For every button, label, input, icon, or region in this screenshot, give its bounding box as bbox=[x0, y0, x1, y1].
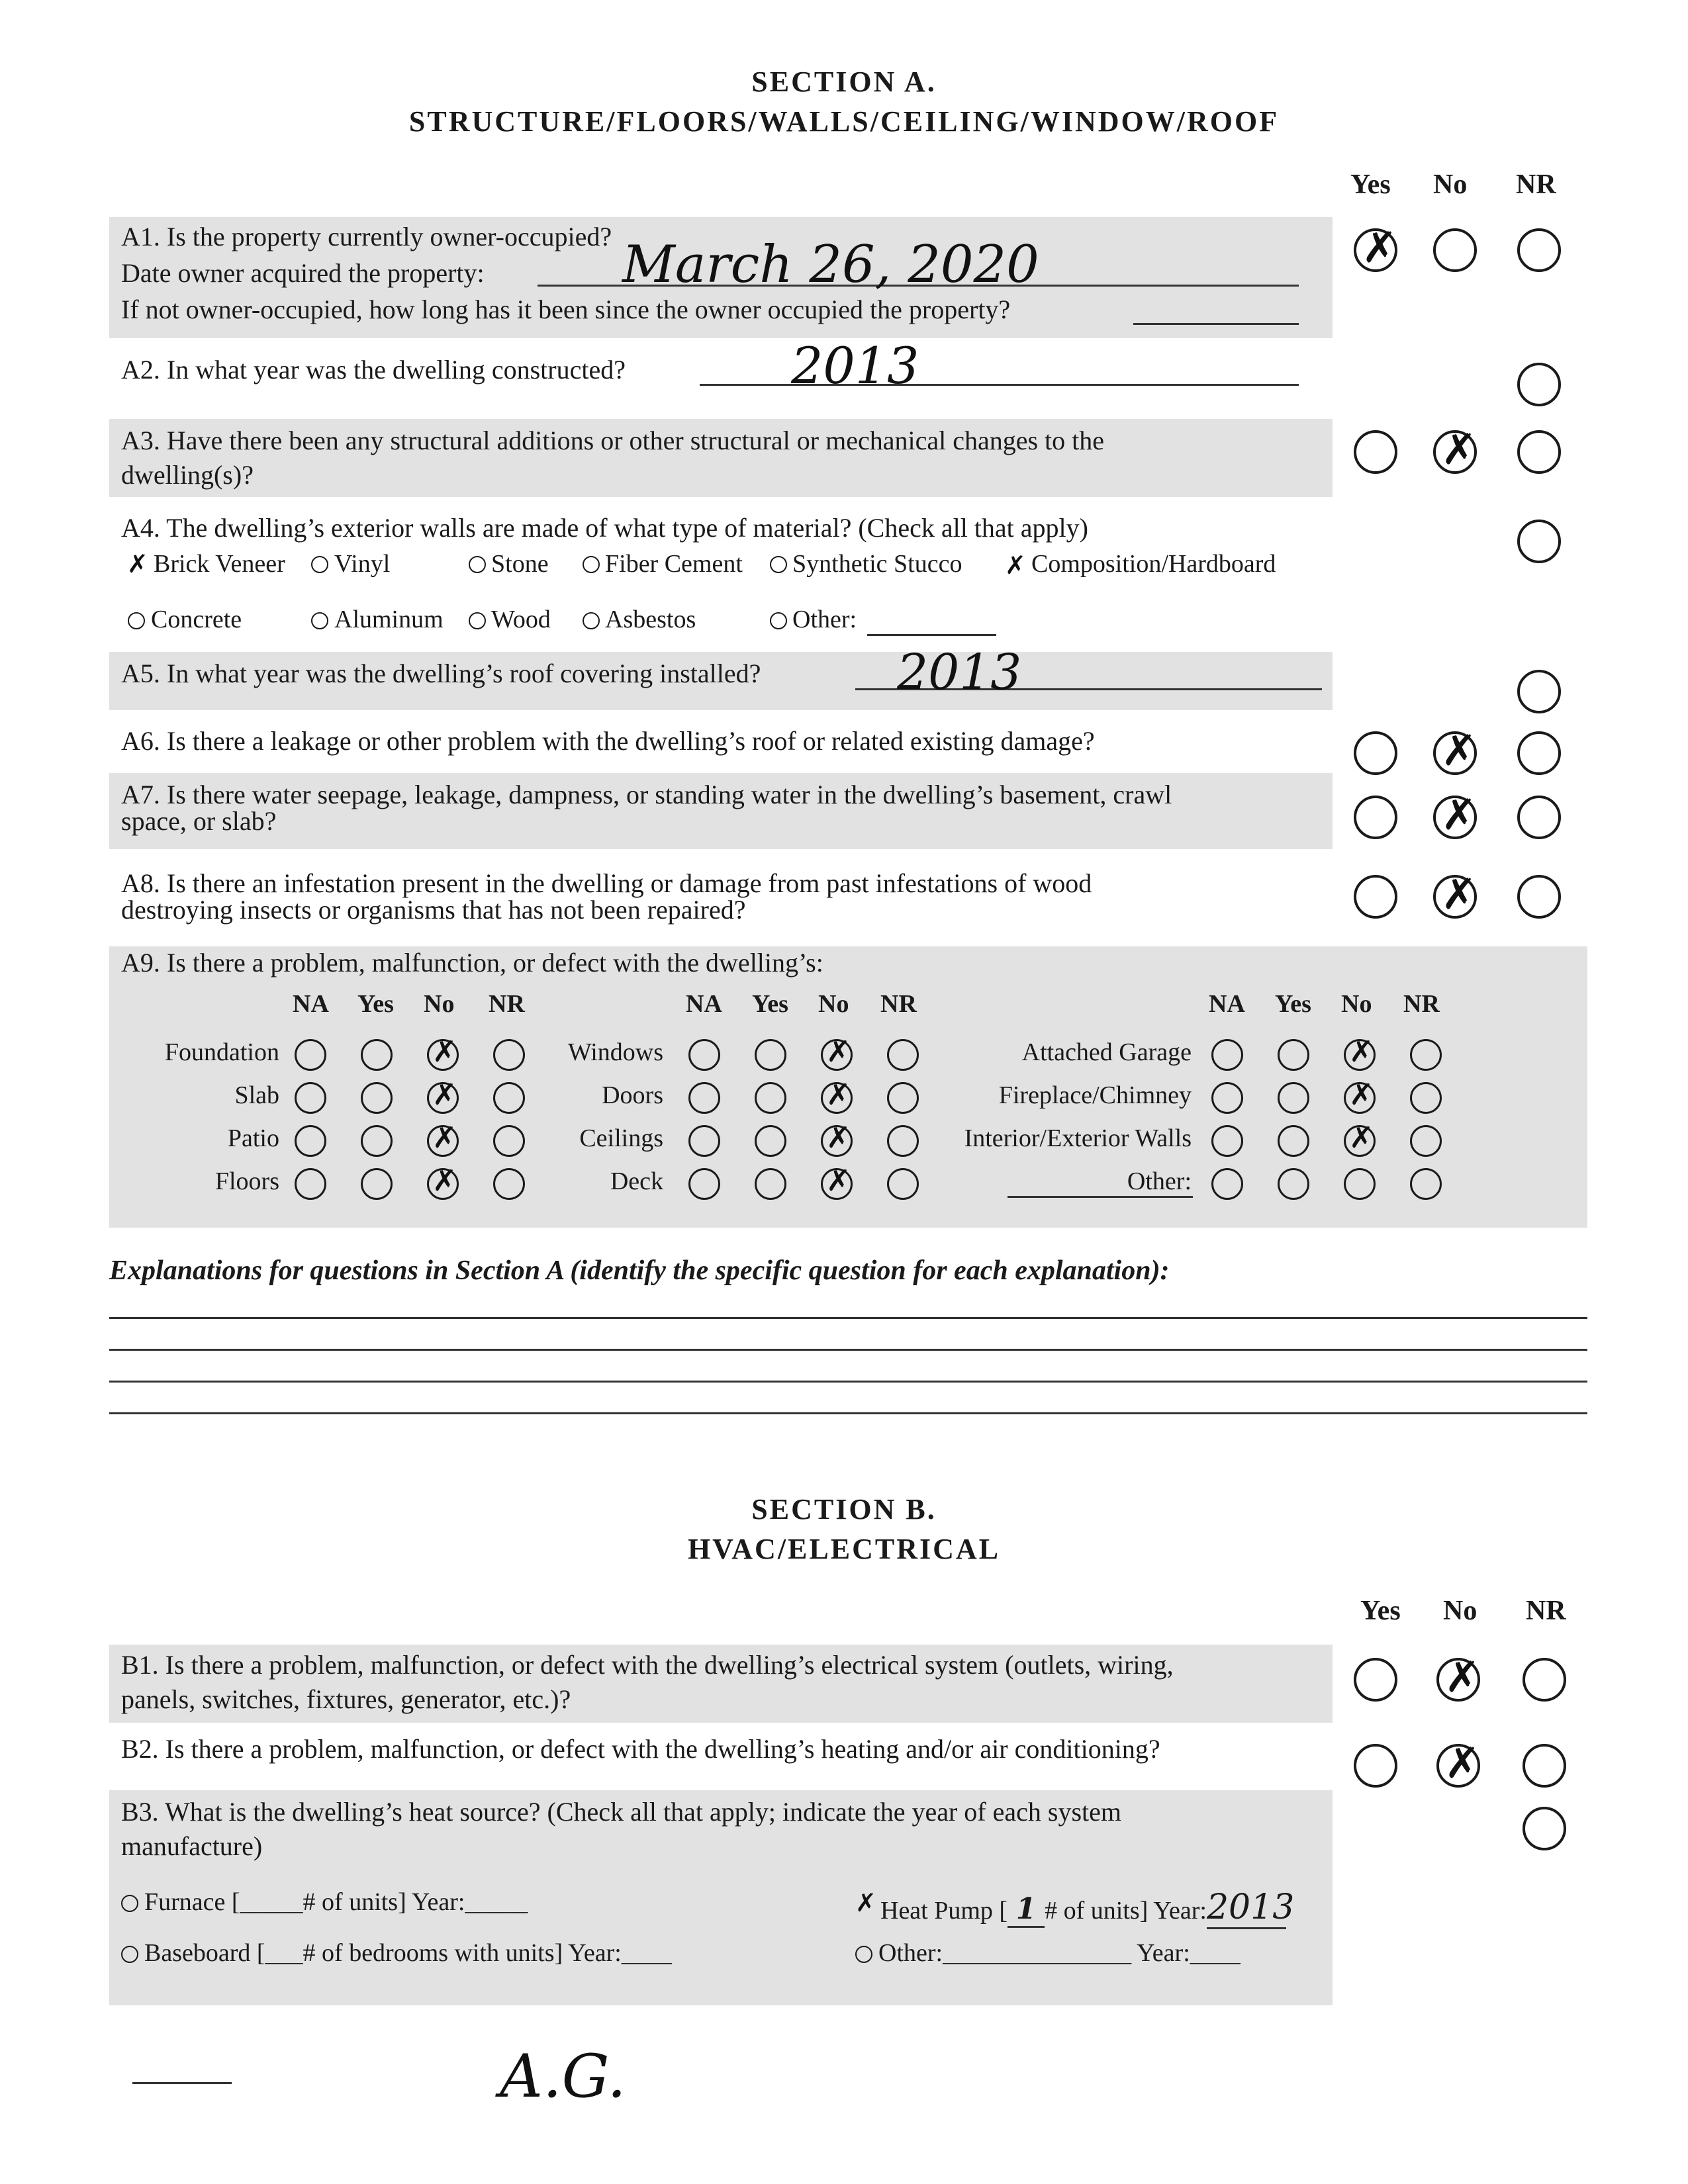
a4-stucco-radio[interactable] bbox=[770, 556, 787, 573]
b2-yes-radio[interactable] bbox=[1354, 1744, 1397, 1788]
a9-label-ceilings: Ceilings bbox=[579, 1124, 663, 1152]
a9-radio-nr[interactable] bbox=[887, 1168, 919, 1200]
section-b-subtitle: HVAC/ELECTRICAL bbox=[687, 1533, 1001, 1565]
a3-question-cont: dwelling(s)? bbox=[121, 460, 254, 490]
b1-yes-radio[interactable] bbox=[1354, 1658, 1397, 1702]
a4-opt-aluminum[interactable]: Aluminum bbox=[334, 606, 444, 633]
col-no: No bbox=[1433, 169, 1468, 200]
explanation-line-1[interactable] bbox=[109, 1287, 1587, 1319]
a9-check-mark: ✗ bbox=[826, 1164, 851, 1198]
a3-yes-radio[interactable] bbox=[1354, 430, 1397, 474]
b1-question-cont: panels, switches, fixtures, generator, etc.)? bbox=[121, 1684, 571, 1714]
a6-no-check: ✗ bbox=[1441, 727, 1477, 776]
b1-question: B1. Is there a problem, malfunction, or defect with the dwelling’s electrical system (outlets, wiring, bbox=[121, 1650, 1174, 1680]
a1-no-radio[interactable] bbox=[1433, 228, 1477, 272]
explanations-label: Explanations for questions in Section A (identify the specific question for each explanation): bbox=[109, 1255, 1170, 1286]
a9-radio-na[interactable] bbox=[295, 1168, 326, 1200]
a5-year-handwriting[interactable]: 2013 bbox=[897, 644, 1022, 701]
a6-yes-radio[interactable] bbox=[1354, 731, 1397, 775]
a8-question-cont: destroying insects or organisms that has not been repaired? bbox=[121, 895, 746, 925]
b3-heatpump-year[interactable]: 2013 bbox=[1207, 1888, 1286, 1929]
b3-other[interactable]: Other:_______________ Year:____ bbox=[878, 1939, 1241, 1967]
a9-radio-na[interactable] bbox=[688, 1125, 720, 1157]
a9-radio-nr[interactable] bbox=[493, 1039, 525, 1071]
a5-question: A5. In what year was the dwelling’s roof covering installed? bbox=[121, 659, 761, 688]
a1-nr-radio[interactable] bbox=[1517, 228, 1561, 272]
b3-heatpump-units[interactable]: 1 bbox=[1008, 1892, 1045, 1928]
explanation-line-3[interactable] bbox=[109, 1351, 1587, 1383]
a4-nr-radio[interactable] bbox=[1517, 520, 1561, 563]
a9-label-floors: Floors bbox=[214, 1167, 279, 1195]
a9-radio-yes[interactable] bbox=[361, 1125, 393, 1157]
a9-radio-nr[interactable] bbox=[1410, 1125, 1442, 1157]
a9-radio-na[interactable] bbox=[295, 1082, 326, 1114]
a6-nr-radio[interactable] bbox=[1517, 731, 1561, 775]
a9-radio-yes[interactable] bbox=[1278, 1125, 1309, 1157]
a9-head-nr: NR bbox=[489, 990, 525, 1018]
a9-radio-yes[interactable] bbox=[361, 1039, 393, 1071]
a9-head-nr: NR bbox=[880, 990, 917, 1018]
a9-radio-yes[interactable] bbox=[1278, 1039, 1309, 1071]
a9-check-mark: ✗ bbox=[826, 1121, 851, 1155]
a9-head-na: NA bbox=[293, 990, 329, 1018]
a9-radio-yes[interactable] bbox=[755, 1082, 786, 1114]
b3-heatpump[interactable] bbox=[880, 1888, 1295, 1929]
a9-check-mark: ✗ bbox=[432, 1078, 457, 1112]
b-col-no: No bbox=[1443, 1596, 1477, 1626]
section-a-title: SECTION A. bbox=[751, 66, 937, 98]
a7-question: A7. Is there water seepage, leakage, dampness, or standing water in the dwelling’s basement, crawl bbox=[121, 780, 1172, 809]
a9-check-mark: ✗ bbox=[826, 1035, 851, 1069]
a9-head-nr: NR bbox=[1403, 990, 1440, 1018]
a9-radio-yes[interactable] bbox=[755, 1125, 786, 1157]
a4-opt-fiber[interactable]: Fiber Cement bbox=[605, 550, 743, 578]
a1-question: A1. Is the property currently owner-occupied? bbox=[121, 222, 612, 251]
a9-radio-na[interactable] bbox=[1211, 1082, 1243, 1114]
a9-head-yes: Yes bbox=[1275, 990, 1311, 1018]
a9-head-yes: Yes bbox=[752, 990, 788, 1018]
a4-question: A4. The dwelling’s exterior walls are made of what type of material? (Check all that apply) bbox=[121, 513, 1088, 543]
a3-no-check: ✗ bbox=[1441, 426, 1477, 475]
a9-label-windows: Windows bbox=[567, 1038, 663, 1066]
a9-question: A9. Is there a problem, malfunction, or defect with the dwelling’s: bbox=[121, 948, 823, 978]
a9-radio-no[interactable] bbox=[1344, 1168, 1376, 1200]
b3-heatpump-label: Heat Pump [ bbox=[880, 1897, 1008, 1925]
b1-nr-radio[interactable] bbox=[1523, 1658, 1566, 1702]
a7-nr-radio[interactable] bbox=[1517, 796, 1561, 839]
a9-radio-nr[interactable] bbox=[1410, 1039, 1442, 1071]
a9-radio-na[interactable] bbox=[295, 1039, 326, 1071]
a4-opt-concrete[interactable]: Concrete bbox=[151, 606, 242, 633]
a9-label-foundation: Foundation bbox=[164, 1038, 279, 1066]
a9-radio-yes[interactable] bbox=[361, 1082, 393, 1114]
a9-head-na: NA bbox=[686, 990, 722, 1018]
b2-no-check: ✗ bbox=[1444, 1739, 1480, 1788]
a9-check-mark: ✗ bbox=[1349, 1035, 1374, 1069]
a9-radio-nr[interactable] bbox=[887, 1039, 919, 1071]
a9-radio-yes[interactable] bbox=[755, 1168, 786, 1200]
b2-question: B2. Is there a problem, malfunction, or defect with the dwelling’s heating and/or air conditioning? bbox=[121, 1734, 1160, 1764]
a4-opt-stucco[interactable]: Synthetic Stucco bbox=[792, 550, 962, 578]
a9-label-interior-exterior-walls: Interior/Exterior Walls bbox=[964, 1124, 1192, 1152]
a7-yes-radio[interactable] bbox=[1354, 796, 1397, 839]
a4-other-line bbox=[867, 608, 996, 636]
col-nr: NR bbox=[1516, 169, 1556, 200]
b1-no-check: ✗ bbox=[1444, 1653, 1480, 1702]
b3-furnace[interactable]: Furnace [_____# of units] Year:_____ bbox=[144, 1888, 528, 1916]
a8-question: A8. Is there an infestation present in the dwelling or damage from past infestations of wood bbox=[121, 868, 1092, 898]
buyer-initials-line[interactable] bbox=[132, 2078, 232, 2084]
a4-wood-radio[interactable] bbox=[469, 612, 486, 629]
a9-radio-na[interactable] bbox=[295, 1125, 326, 1157]
b-col-nr: NR bbox=[1526, 1596, 1566, 1626]
a9-label-fireplace-chimney: Fireplace/Chimney bbox=[998, 1081, 1192, 1109]
b3-question-cont: manufacture) bbox=[121, 1831, 263, 1861]
a2-year-line bbox=[700, 351, 1299, 386]
a9-head-no: No bbox=[1341, 990, 1372, 1018]
a9-radio-na[interactable] bbox=[1211, 1168, 1243, 1200]
a9-head-no: No bbox=[424, 990, 455, 1018]
explanation-line-2[interactable] bbox=[109, 1319, 1587, 1351]
a4-concrete-radio[interactable] bbox=[128, 612, 145, 629]
a9-label-deck: Deck bbox=[610, 1167, 663, 1195]
a4-asbestos-radio[interactable] bbox=[583, 612, 600, 629]
a9-head-yes: Yes bbox=[357, 990, 394, 1018]
a3-question: A3. Have there been any structural additions or other structural or mechanical changes to the bbox=[121, 426, 1104, 455]
a1-date-label: Date owner acquired the property: bbox=[121, 258, 485, 288]
a9-check-mark: ✗ bbox=[432, 1121, 457, 1155]
a1-yes-check: ✗ bbox=[1362, 224, 1397, 273]
a4-opt-brick[interactable]: Brick Veneer bbox=[154, 550, 285, 578]
a4-composition-check: ✗ bbox=[1005, 551, 1026, 580]
a9-label-other: Other: bbox=[1127, 1167, 1192, 1195]
a9-check-mark: ✗ bbox=[826, 1078, 851, 1112]
a1-not-owner: If not owner-occupied, how long has it been since the owner occupied the property? bbox=[121, 295, 1011, 324]
a9-radio-nr[interactable] bbox=[1410, 1168, 1442, 1200]
a4-opt-stone[interactable]: Stone bbox=[491, 550, 549, 578]
a1-date-handwriting[interactable]: March 26, 2020 bbox=[622, 235, 1039, 295]
a7-question-cont: space, or slab? bbox=[121, 806, 277, 836]
a9-radio-nr[interactable] bbox=[493, 1125, 525, 1157]
col-yes: Yes bbox=[1350, 169, 1391, 200]
a8-yes-radio[interactable] bbox=[1354, 875, 1397, 919]
a9-radio-na[interactable] bbox=[688, 1168, 720, 1200]
a5-nr-radio[interactable] bbox=[1517, 670, 1561, 713]
a9-check-mark: ✗ bbox=[1349, 1121, 1374, 1155]
a9-radio-na[interactable] bbox=[1211, 1125, 1243, 1157]
a4-aluminum-radio[interactable] bbox=[311, 612, 328, 629]
a9-radio-yes[interactable] bbox=[361, 1168, 393, 1200]
a8-nr-radio[interactable] bbox=[1517, 875, 1561, 919]
a3-nr-radio[interactable] bbox=[1517, 430, 1561, 474]
a4-fiber-radio[interactable] bbox=[583, 556, 600, 573]
a4-stone-radio[interactable] bbox=[469, 556, 486, 573]
a9-label-patio: Patio bbox=[227, 1124, 279, 1152]
a4-brick-check: ✗ bbox=[127, 549, 148, 578]
a4-opt-wood[interactable]: Wood bbox=[491, 606, 551, 633]
a9-radio-na[interactable] bbox=[688, 1039, 720, 1071]
explanation-line-4[interactable] bbox=[109, 1383, 1587, 1414]
b3-nr-radio[interactable] bbox=[1523, 1807, 1566, 1850]
a2-nr-radio[interactable] bbox=[1517, 363, 1561, 406]
a1-howlong-line bbox=[1133, 295, 1299, 325]
a2-question: A2. In what year was the dwelling constructed? bbox=[121, 355, 626, 385]
a9-check-mark: ✗ bbox=[432, 1164, 457, 1198]
a9-check-mark: ✗ bbox=[432, 1035, 457, 1069]
a8-no-check: ✗ bbox=[1441, 870, 1477, 919]
a9-label-attached-garage: Attached Garage bbox=[1021, 1038, 1192, 1066]
a6-question: A6. Is there a leakage or other problem with the dwelling’s roof or related existing damage? bbox=[121, 726, 1095, 756]
a9-other-line[interactable] bbox=[1008, 1167, 1193, 1198]
a7-no-check: ✗ bbox=[1441, 791, 1477, 840]
b3-heatpump-check: ✗ bbox=[855, 1888, 876, 1917]
a9-head-na: NA bbox=[1209, 990, 1245, 1018]
a9-radio-nr[interactable] bbox=[493, 1082, 525, 1114]
a4-opt-asbestos[interactable]: Asbestos bbox=[605, 606, 696, 633]
a9-radio-na[interactable] bbox=[1211, 1039, 1243, 1071]
a4-opt-vinyl[interactable]: Vinyl bbox=[334, 550, 391, 578]
a4-opt-composition[interactable]: Composition/Hardboard bbox=[1031, 550, 1276, 578]
a9-radio-nr[interactable] bbox=[887, 1125, 919, 1157]
a9-radio-yes[interactable] bbox=[755, 1039, 786, 1071]
a9-label-slab: Slab bbox=[234, 1081, 279, 1109]
a9-radio-na[interactable] bbox=[688, 1082, 720, 1114]
b3-question: B3. What is the dwelling’s heat source? (Check all that apply; indicate the year of each system bbox=[121, 1797, 1121, 1827]
b3-other-radio[interactable] bbox=[855, 1946, 872, 1963]
b3-baseboard[interactable]: Baseboard [___# of bedrooms with units] Year:____ bbox=[144, 1939, 672, 1967]
a4-vinyl-radio[interactable] bbox=[311, 556, 328, 573]
seller-initials-handwriting[interactable]: A.G. bbox=[500, 2042, 626, 2111]
a9-radio-yes[interactable] bbox=[1278, 1082, 1309, 1114]
a4-opt-other[interactable]: Other: bbox=[792, 606, 857, 633]
a9-radio-nr[interactable] bbox=[1410, 1082, 1442, 1114]
a9-radio-nr[interactable] bbox=[887, 1082, 919, 1114]
a9-label-doors: Doors bbox=[602, 1081, 663, 1109]
b2-nr-radio[interactable] bbox=[1523, 1744, 1566, 1788]
section-a-subtitle: STRUCTURE/FLOORS/WALLS/CEILING/WINDOW/ROOF bbox=[408, 105, 1280, 138]
section-b-title: SECTION B. bbox=[751, 1493, 937, 1525]
b3-heatpump-units-label: # of units] Year: bbox=[1045, 1897, 1207, 1925]
b3-baseboard-radio[interactable] bbox=[121, 1946, 138, 1963]
a9-head-no: No bbox=[818, 990, 849, 1018]
a9-check-mark: ✗ bbox=[1349, 1078, 1374, 1112]
b3-furnace-radio[interactable] bbox=[121, 1895, 138, 1912]
a9-radio-nr[interactable] bbox=[493, 1168, 525, 1200]
a2-year-handwriting[interactable]: 2013 bbox=[791, 336, 919, 395]
a9-radio-yes[interactable] bbox=[1278, 1168, 1309, 1200]
b-col-yes: Yes bbox=[1360, 1596, 1401, 1626]
a4-other-radio[interactable] bbox=[770, 612, 787, 629]
